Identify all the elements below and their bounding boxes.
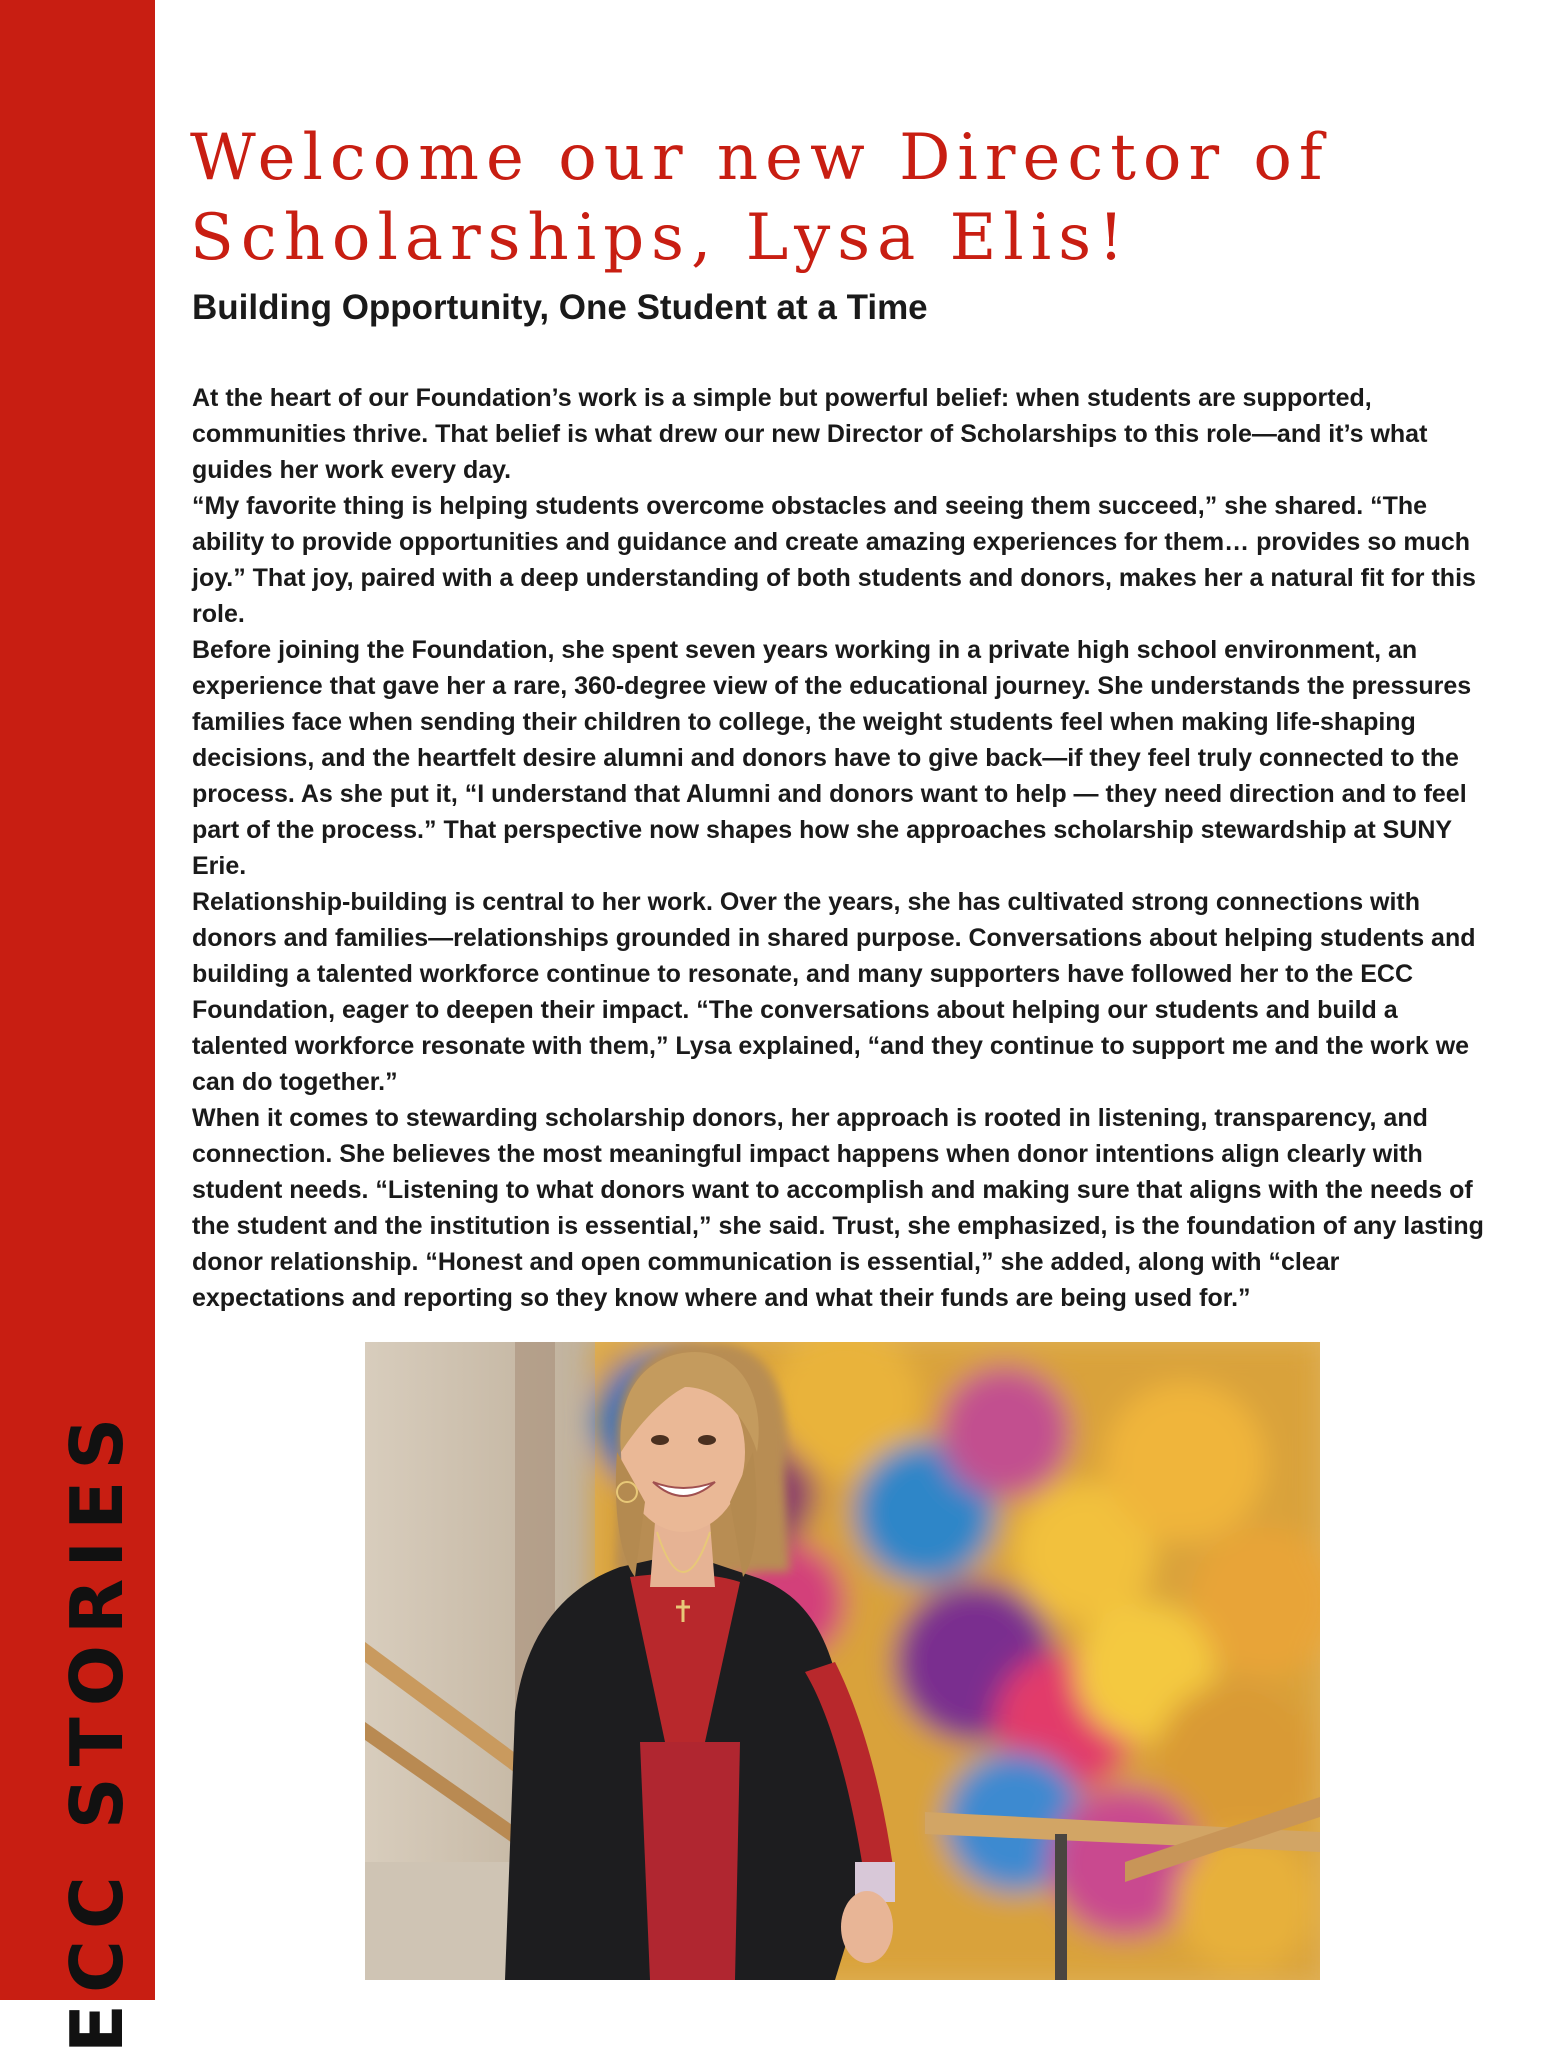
- portrait-illustration: [365, 1342, 1320, 1980]
- article-paragraph: At the heart of our Foundation’s work is a simple but powerful belief: when students are supported, communities thrive. That belief is what drew our new Director of Scholarships to this role—and it’s what guides her work every day.: [192, 384, 1428, 484]
- sidebar-label: ECC STORIES: [55, 1406, 139, 2053]
- page-subtitle: Building Opportunity, One Student at a Time: [192, 288, 928, 327]
- article-paragraph: Relationship-building is central to her work. Over the years, she has cultivated strong connections with donors and families—relationships grounded in shared purpose. Conversations about helping students and building a talented workforce continue to resonate, and many supporters have followed her to the ECC Foundation, eager to deepen their impact. “The conversations about helping our students and build a talented workforce resonate with them,” Lysa explained, “and they continue to support me and the work we can do together.”: [192, 888, 1476, 1096]
- article-paragraph: Before joining the Foundation, she spent seven years working in a private high school environment, an experience that gave her a rare, 360-degree view of the educational journey. She understands the pressures families face when sending their children to college, the weight students feel when making life-shaping decisions, and the heartfelt desire alumni and donors have to give back—if they feel truly connected to the process. As she put it, “I understand that Alumni and donors want to help — they need direction and to feel part of the process.” That perspective now shapes how she approaches scholarship stewardship at SUNY Erie.: [192, 636, 1472, 880]
- article-paragraph: When it comes to stewarding scholarship donors, her approach is rooted in listening, transparency, and connection. She believes the most meaningful impact happens when donor intentions align clearly with student needs. “Listening to what donors want to accomplish and making sure that aligns with the needs of the student and the institution is essential,” she said. Trust, she emphasized, is the foundation of any lasting donor relationship. “Honest and open communication is essential,” she added, along with “clear expectations and reporting so they know where and what their funds are being used for.”: [192, 1104, 1484, 1312]
- sidebar-band: [0, 0, 155, 2053]
- portrait-photo: [365, 1342, 1320, 1980]
- article-paragraph: “My favorite thing is helping students overcome obstacles and seeing them succeed,” she shared. “The ability to provide opportunities and guidance and create amazing experiences for them… provides so much joy.” That joy, paired with a deep understanding of both students and donors, makes her a natural fit for this role.: [192, 492, 1476, 628]
- article-body: [192, 380, 1492, 1316]
- page-title: Welcome our new Director of Scholarships, Lysa Elis!: [190, 121, 1330, 275]
